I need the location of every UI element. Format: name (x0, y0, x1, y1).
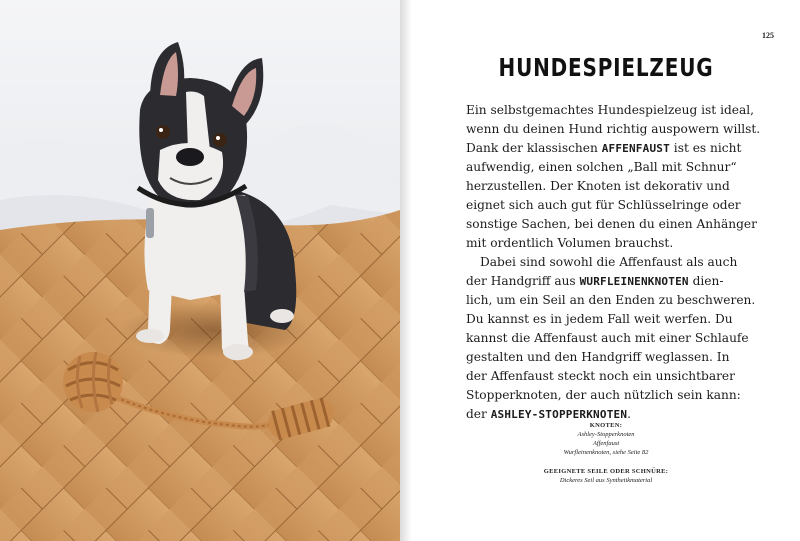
text-line: herzustellen. Der Knoten ist dekorativ und (466, 179, 730, 193)
knot-item: Ashley-Stopperknoten (577, 431, 635, 438)
ropes-heading: GEEIGNETE SEILE ODER SCHNÜRE: (543, 468, 669, 475)
text-line: lich, um ein Seil an den Enden zu beschweren. (466, 293, 756, 307)
text-line: der ASHLEY-STOPPERKNOTEN. (466, 407, 632, 421)
text-line: wenn du deinen Hund richtig auspowern willst. (466, 122, 761, 136)
text-line: eignet sich auch gut für Schlüsselringe oder (466, 198, 741, 212)
text-line: mit ordentlich Volumen brauchst. (466, 236, 674, 250)
text-line: Du kannst es in jedem Fall weit werfen. Du (466, 312, 733, 326)
knot-item: Affenfaust (592, 440, 620, 447)
text-line: Dank der klassischen AFFENFAUST ist es nicht (466, 141, 742, 155)
rope-item: Dickeres Seil aus Synthetikmaterial (559, 477, 653, 484)
knot-name-affenfaust: AFFENFAUST (601, 142, 670, 155)
page-gutter (400, 0, 412, 541)
text-page (412, 0, 800, 541)
knot-name-wurfleinenknoten: WURFLEINENKNOTEN (579, 275, 689, 288)
knot-notes (412, 421, 800, 485)
text-line: Ein selbstgemachtes Hundespielzeug ist ideal, (466, 103, 755, 117)
text-line: Stopperknoten, der auch nützlich sein kann: (466, 388, 741, 402)
page-title: HUNDESPIELZEUG (498, 53, 714, 82)
knot-name-ashley: ASHLEY-STOPPERKNOTEN (490, 408, 628, 421)
text-line: der Handgriff aus WURFLEINENKNOTEN dien- (466, 274, 724, 288)
text-line: Dabei sind sowohl die Affenfaust als auch (480, 255, 738, 269)
text-line: aufwendig, einen solchen „Ball mit Schnur“ (466, 160, 737, 174)
page-number: 125 (762, 31, 774, 40)
text-line: gestalten und den Handgriff weglassen. In (466, 350, 730, 364)
text-line: der Affenfaust steckt noch ein unsichtbarer (466, 369, 735, 383)
body-text (466, 101, 800, 424)
knots-heading: KNOTEN: (589, 422, 623, 429)
text-line: sonstige Sachen, bei denen du einen Anhänger (466, 217, 757, 231)
text-line: kannst die Affenfaust auch mit einer Schlaufe (466, 331, 749, 345)
knot-item: Wurfleinenknoten, siehe Seite 82 (563, 449, 649, 456)
